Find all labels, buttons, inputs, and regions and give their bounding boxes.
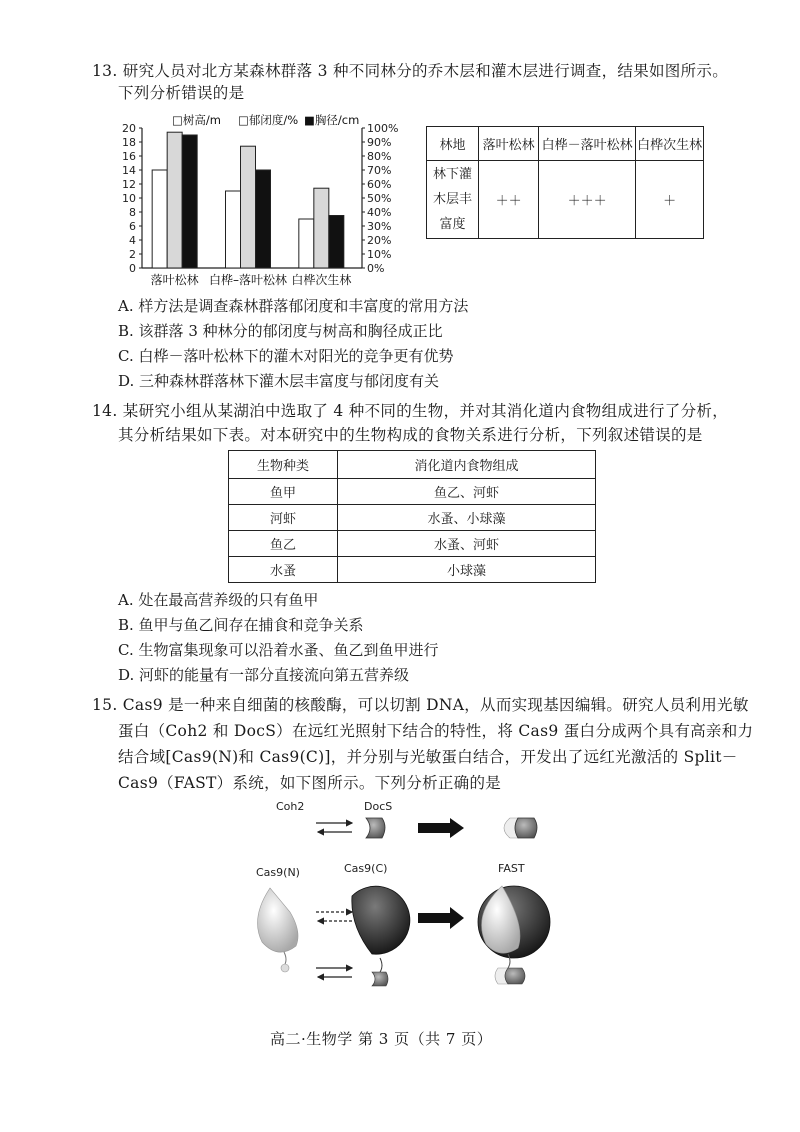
q14-option-d: D. 河虾的能量有一部分直接流向第五营养级 — [118, 666, 410, 684]
q14-option-a: A. 处在最高营养级的只有鱼甲 — [118, 591, 319, 609]
q13-option-b: B. 该群落 3 种林分的郁闭度与树高和胸径成正比 — [118, 322, 443, 340]
right-tick-label: 0% — [367, 262, 385, 275]
cas9n-domain-shape — [258, 888, 299, 952]
bar-dbh — [256, 170, 271, 268]
q13-value-1: ＋＋ — [479, 161, 539, 239]
q15-stem-line3: 结合域[Cas9(N)和 Cas9(C)]，并分别与光敏蛋白结合，开发出了远红光激活的 Split－ — [118, 748, 738, 766]
q13-stem-line2: 下列分析错误的是 — [118, 84, 245, 102]
left-tick-label: 8 — [129, 206, 136, 219]
q13-row-label-l1: 林下灌 — [433, 167, 473, 182]
right-tick-label: 70% — [367, 164, 392, 177]
q14-stem-line2: 其分析结果如下表。对本研究中的生物构成的食物关系进行分析，下列叙述错误的是 — [118, 426, 703, 444]
bar-dbh — [329, 216, 344, 269]
q14-row1-food: 鱼乙、河虾 — [338, 479, 596, 505]
fast-system-diagram — [240, 796, 580, 996]
label-cas9c: Cas9(C) — [344, 862, 388, 875]
right-tick-label: 90% — [367, 136, 392, 149]
q13-value-2: ＋＋＋ — [539, 161, 636, 239]
q13-row-label-l2: 木层丰 — [433, 192, 473, 207]
label-coh2: Coh2 — [276, 800, 305, 813]
q13-option-c: C. 白桦－落叶松林下的灌木对阳光的竞争更有优势 — [118, 347, 454, 365]
q14-option-b: B. 鱼甲与鱼乙间存在捕食和竞争关系 — [118, 616, 364, 634]
left-tick-label: 6 — [129, 220, 136, 233]
bar-tree-height — [152, 170, 167, 268]
left-tick-label: 0 — [129, 262, 136, 275]
q13-table — [426, 126, 704, 239]
right-tick-label: 20% — [367, 234, 392, 247]
q14-header-food: 消化道内食物组成 — [338, 451, 596, 479]
q13-bar-chart — [100, 110, 430, 290]
right-tick-label: 30% — [367, 220, 392, 233]
left-tick-label: 14 — [122, 164, 136, 177]
cas9c-domain-shape — [352, 886, 410, 954]
left-tick-label: 4 — [129, 234, 136, 247]
q13-option-d: D. 三种森林群落林下灌木层丰富度与郁闭度有关 — [118, 372, 440, 390]
label-docs: DocS — [364, 800, 393, 813]
left-tick-label: 2 — [129, 248, 136, 261]
q13-header-2: 白桦－落叶松林 — [539, 127, 636, 161]
left-tick-label: 20 — [122, 122, 136, 135]
fast-assembled-complex — [478, 886, 550, 984]
label-fast: FAST — [498, 862, 525, 875]
q13-row-label — [427, 161, 479, 239]
bar-canopy — [241, 146, 256, 268]
legend-entry: □郁闭度/% — [238, 113, 299, 127]
right-tick-label: 10% — [367, 248, 392, 261]
right-tick-label: 50% — [367, 192, 392, 205]
bold-arrow-top — [418, 818, 464, 838]
q13-stem-line1: 13. 研究人员对北方某森林群落 3 种不同林分的乔木层和灌木层进行调查，结果如图所示。 — [92, 62, 728, 80]
q14-row1-species: 鱼甲 — [229, 479, 338, 505]
x-category-label: 白桦–落叶松林 — [208, 273, 288, 287]
q14-header-species: 生物种类 — [229, 451, 338, 479]
dashed-equilibrium-arrows — [316, 912, 352, 921]
bar-canopy — [314, 188, 329, 268]
q14-row2-food: 水蚤、小球藻 — [338, 505, 596, 531]
top-equilibrium-arrows — [316, 823, 352, 832]
q14-option-c: C. 生物富集现象可以沿着水蚤、鱼乙到鱼甲进行 — [118, 641, 439, 659]
q13-value-3: ＋ — [636, 161, 704, 239]
q13-header-linde: 林地 — [427, 127, 479, 161]
x-category-label: 白桦次生林 — [291, 273, 352, 287]
q14-row3-species: 鱼乙 — [229, 531, 338, 557]
docs-protein-shape — [366, 818, 385, 838]
q14-row2-species: 河虾 — [229, 505, 338, 531]
q15-stem-line2: 蛋白（Coh2 和 DocS）在远红光照射下结合的特性，将 Cas9 蛋白分成两个具有高亲和力 — [118, 722, 754, 740]
legend-entry: ■胸径/cm — [304, 113, 360, 127]
right-tick-label: 80% — [367, 150, 392, 163]
x-category-label: 落叶松林 — [150, 273, 199, 287]
q15-stem-line1: 15. Cas9 是一种来自细菌的核酸酶，可以切割 DNA，从而实现基因编辑。研究人员利用光敏 — [92, 696, 749, 714]
bold-arrow-bottom — [418, 907, 464, 929]
q14-table — [228, 450, 596, 583]
q13-row-label-l3: 富度 — [439, 217, 466, 232]
q15-stem-line4: Cas9（FAST）系统，如下图所示。下列分析正确的是 — [118, 774, 502, 792]
q14-row4-species: 水蚤 — [229, 557, 338, 583]
bar-canopy — [167, 132, 182, 268]
left-tick-label: 12 — [122, 178, 136, 191]
right-tick-label: 40% — [367, 206, 392, 219]
right-tick-label: 100% — [367, 122, 399, 135]
left-tick-label: 16 — [122, 150, 136, 163]
q14-row3-food: 水蚤、河虾 — [338, 531, 596, 557]
q14-row4-food: 小球藻 — [338, 557, 596, 583]
right-tick-label: 60% — [367, 178, 392, 191]
left-tick-label: 18 — [122, 136, 136, 149]
legend-entry: □树高/m — [172, 113, 221, 127]
left-tick-label: 10 — [122, 192, 136, 205]
q14-stem-line1: 14. 某研究小组从某湖泊中选取了 4 种不同的生物，并对其消化道内食物组成进行了分析， — [92, 402, 728, 420]
bar-dbh — [182, 135, 197, 268]
coh2-docs-complex — [504, 818, 537, 838]
q13-option-a: A. 样方法是调查森林群落郁闭度和丰富度的常用方法 — [118, 297, 469, 315]
page-footer: 高二·生物学 第 3 页（共 7 页） — [270, 1030, 493, 1048]
bottom-equilibrium-arrows — [316, 968, 352, 977]
q13-header-3: 白桦次生林 — [636, 127, 704, 161]
label-cas9n: Cas9(N) — [256, 866, 300, 879]
bar-tree-height — [299, 219, 314, 268]
q13-header-1: 落叶松林 — [479, 127, 539, 161]
bar-tree-height — [226, 191, 241, 268]
